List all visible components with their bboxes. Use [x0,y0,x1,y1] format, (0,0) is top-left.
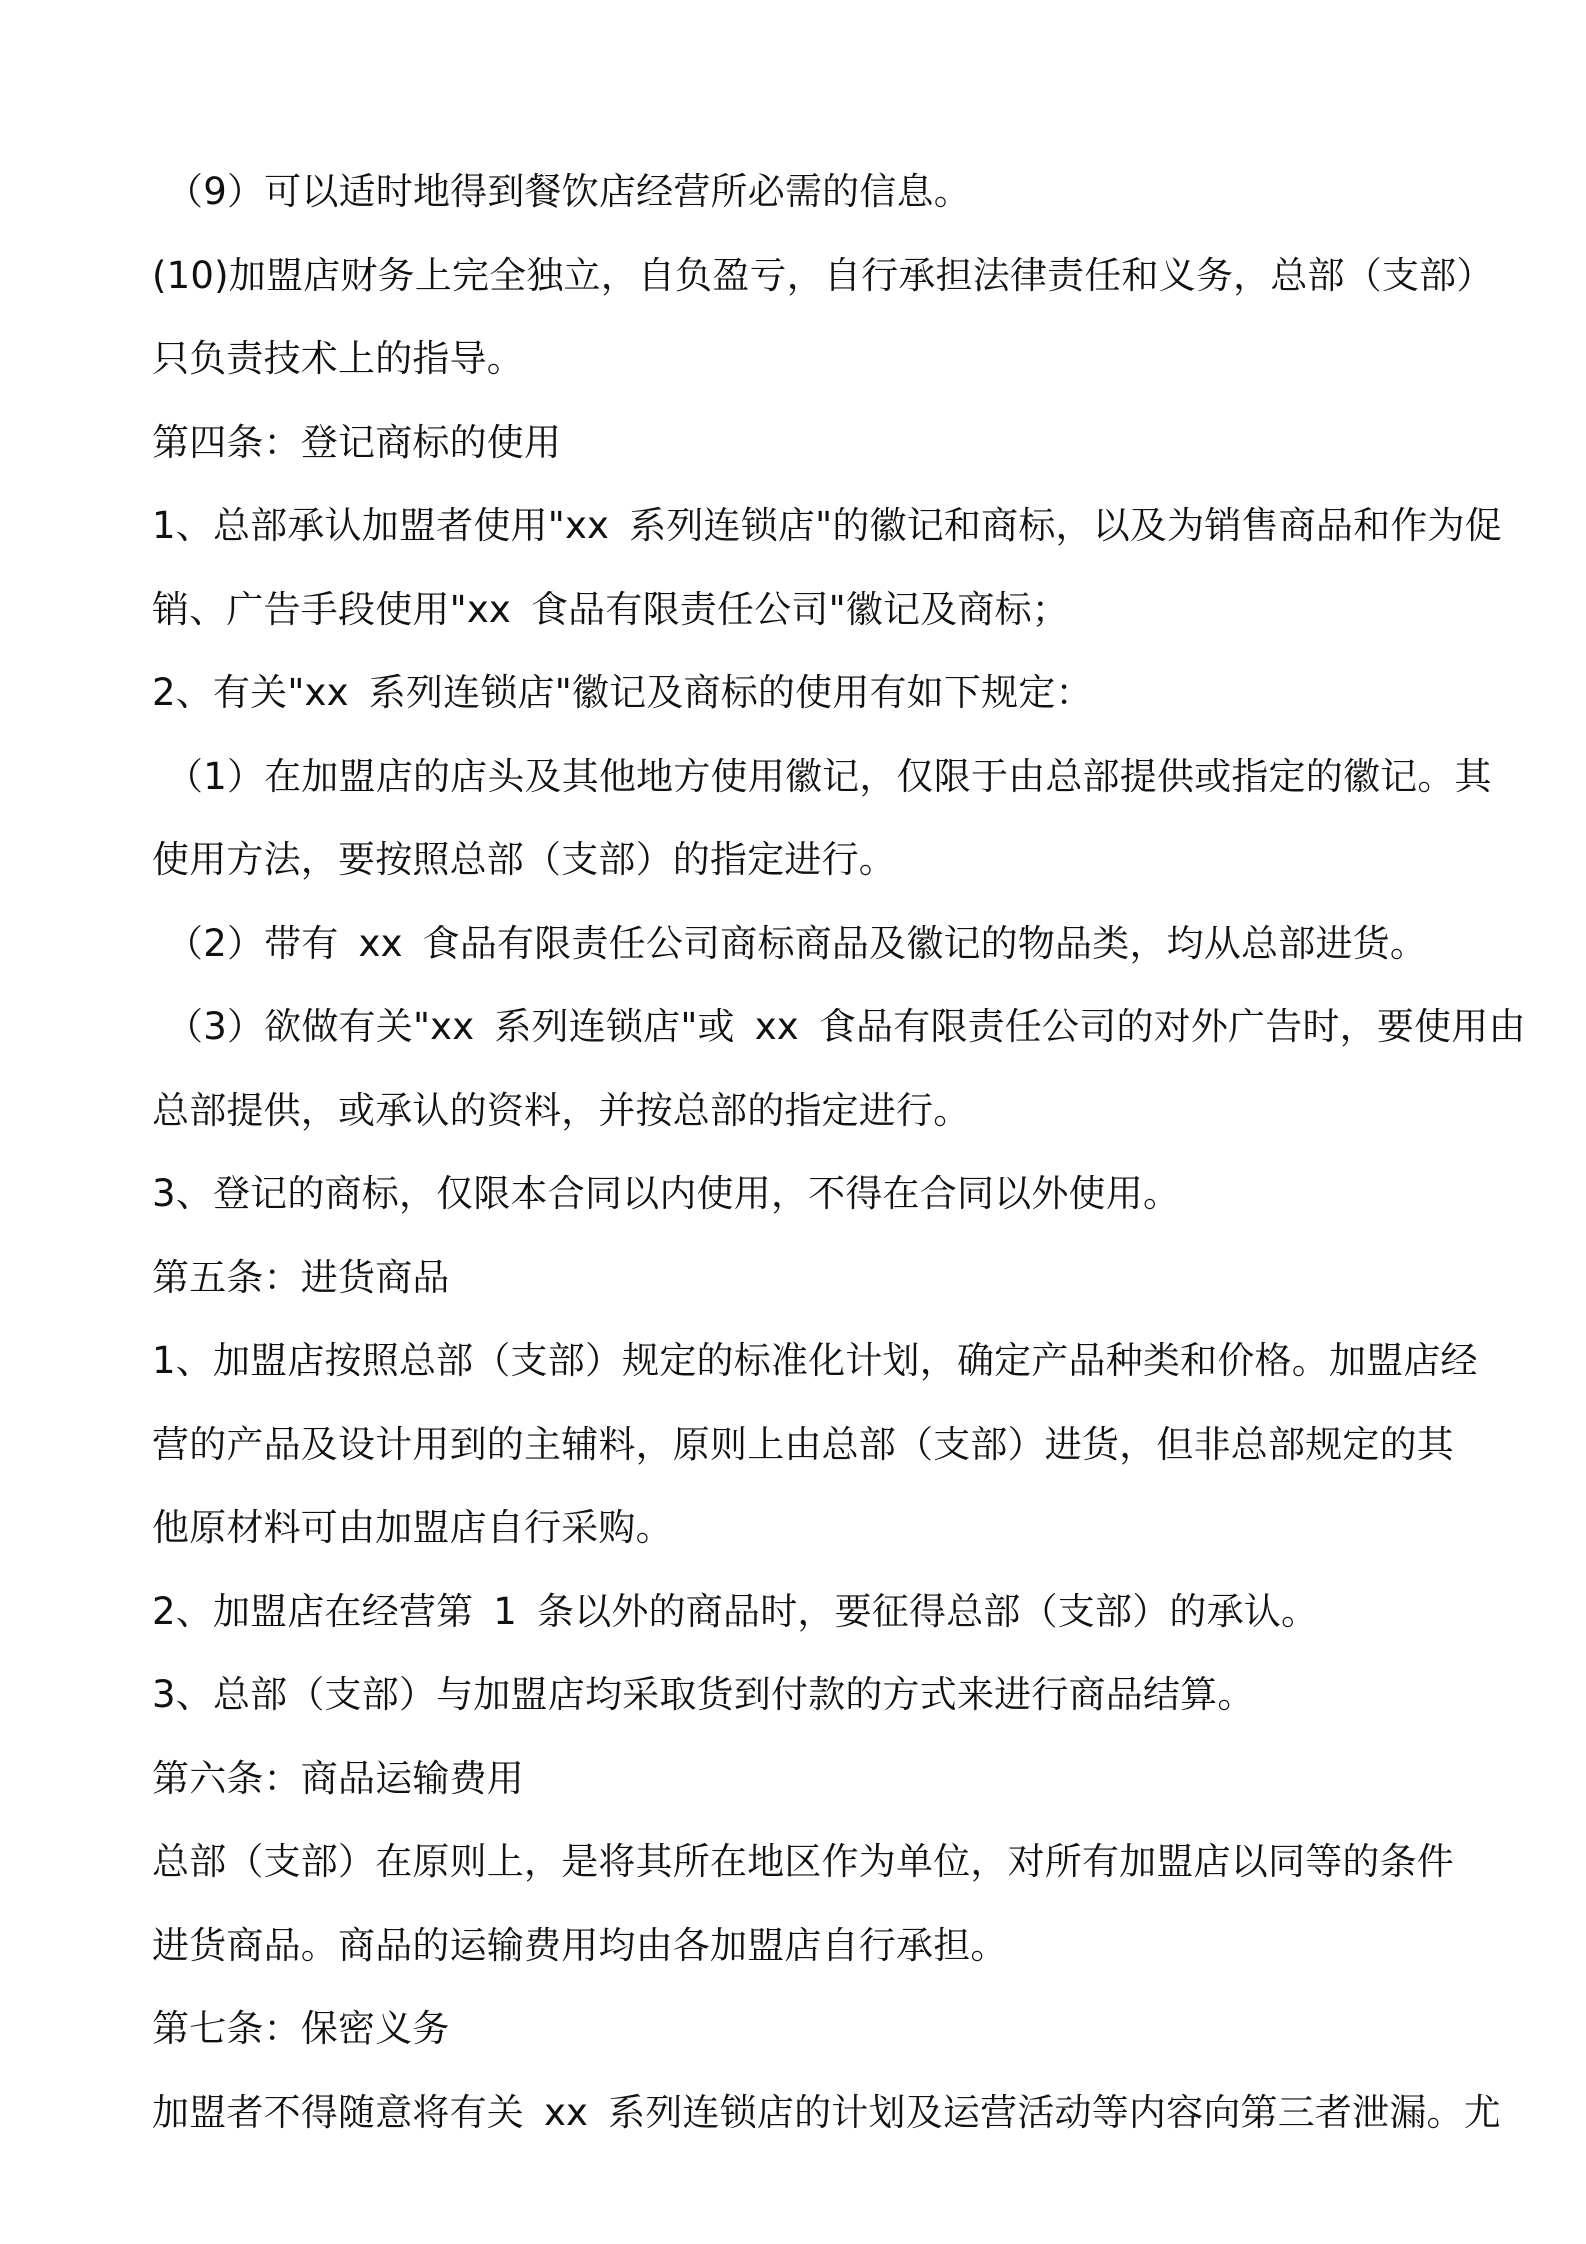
article-5-item-3: 3、总部（支部）与加盟店均采取货到付款的方式来进行商品结算。 [152,1673,1255,1716]
article-4-item-1: 1、总部承认加盟者使用"xx 系列连锁店"的徽记和商标，以及为销售商品和作为促 [152,504,1502,547]
article-7-heading: 第七条：保密义务 [152,2007,450,2050]
article-4-heading: 第四条：登记商标的使用 [152,420,562,464]
article-4-item-2: 2、有关"xx 系列连锁店"徽记及商标的使用有如下规定： [152,671,1093,714]
article-5-heading: 第五条：进货商品 [152,1255,450,1299]
document-body [152,150,1526,2154]
article-5-item-1-continued: 营的产品及设计用到的主辅料，原则上由总部（支部）进货，但非总部规定的其 [152,1422,1454,1466]
article-4-item-1-continued: 销、广告手段使用"xx 食品有限责任公司"徽记及商标； [152,587,1069,631]
clause-item-10-continued: 只负责技术上的指导。 [152,337,524,380]
article-4-subitem-3-continued: 总部提供，或承认的资料，并按总部的指定进行。 [152,1088,971,1132]
article-5-item-2: 2、加盟店在经营第 1 条以外的商品时，要征得总部（支部）的承认。 [152,1589,1319,1633]
article-4-subitem-2: （2）带有 xx 食品有限责任公司商标商品及徽记的物品类，均从总部进货。 [166,921,1428,965]
article-4-subitem-1-continued: 使用方法，要按照总部（支部）的指定进行。 [152,838,896,881]
article-5-item-1-continued-2: 他原材料可由加盟店自行采购。 [152,1506,673,1549]
article-4-subitem-3: （3）欲做有关"xx 系列连锁店"或 xx 食品有限责任公司的对外广告时，要使用由 [166,1005,1526,1048]
clause-item-10: (10)加盟店财务上完全独立，自负盈亏，自行承担法律责任和义务，总部（支部） [152,253,1494,297]
clause-item-9: （9）可以适时地得到餐饮店经营所必需的信息。 [166,170,971,213]
article-6-body: 总部（支部）在原则上，是将其所在地区作为单位，对所有加盟店以同等的条件 [152,1840,1454,1883]
article-5-item-1: 1、加盟店按照总部（支部）规定的标准化计划，确定产品种类和价格。加盟店经 [152,1339,1478,1382]
article-4-subitem-1: （1）在加盟店的店头及其他地方使用徽记，仅限于由总部提供或指定的徽记。其 [166,754,1492,798]
article-6-heading: 第六条：商品运输费用 [152,1756,524,1800]
article-6-body-continued: 进货商品。商品的运输费用均由各加盟店自行承担。 [152,1923,1008,1967]
article-7-body: 加盟者不得随意将有关 xx 系列连锁店的计划及运营活动等内容向第三者泄漏。尤 [152,2090,1501,2134]
article-4-item-3: 3、登记的商标，仅限本合同以内使用，不得在合同以外使用。 [152,1172,1181,1215]
